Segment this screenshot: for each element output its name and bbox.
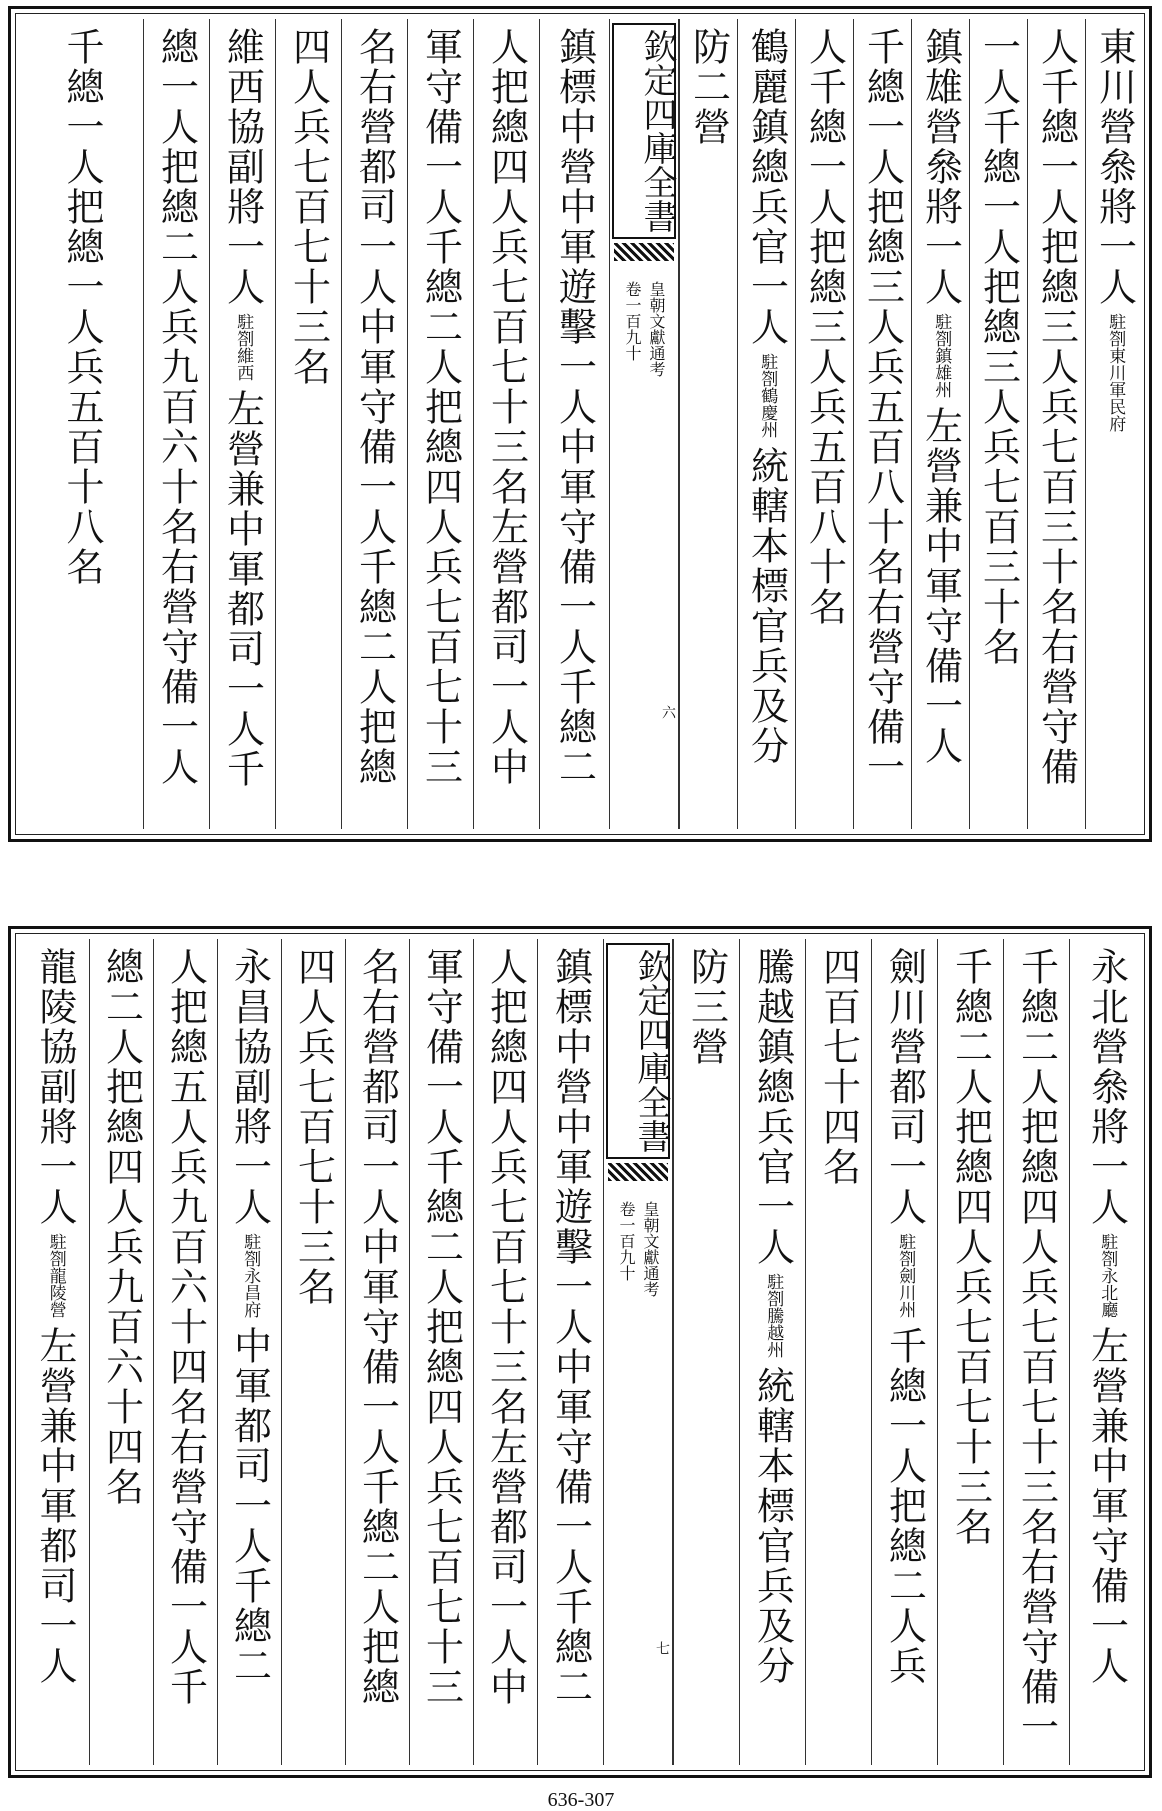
top-right-col-7 xyxy=(737,19,795,829)
top-right-col-7-text: 鶴麗鎮總兵官一人 xyxy=(744,27,789,347)
top-right-col-3 xyxy=(969,19,1027,829)
top-left-col-7 xyxy=(143,19,209,829)
top-right-col-7-text2: 統轄本標官兵及分 xyxy=(744,446,789,766)
bottom-right-col-2-text: 千總二人把總四人兵七百七十三名右營守備一 xyxy=(1014,947,1059,1747)
top-right-col-6-text: 人千總一人把總三人兵五百八十名 xyxy=(802,27,847,627)
bottom-right-col-1-text2: 左營兼中軍守備一人 xyxy=(1084,1326,1129,1686)
top-leaf-number: 六 xyxy=(660,705,676,719)
top-page xyxy=(8,6,1152,842)
top-book-title: 欽定四庫全書 xyxy=(612,23,676,239)
top-left-col-6-note: 駐劄維西 xyxy=(233,313,254,381)
top-left-col-1 xyxy=(539,19,609,829)
bottom-left-col-7 xyxy=(153,939,217,1765)
top-right-col-8 xyxy=(679,19,737,829)
bottom-right-col-6-text: 騰越鎮總兵官一人 xyxy=(750,947,795,1267)
top-left-col-5 xyxy=(275,19,341,829)
bottom-right-col-6 xyxy=(739,939,805,1765)
bottom-left-col-8-text: 總二人把總四人兵九百六十四名 xyxy=(99,947,144,1507)
bottom-right-col-6-note: 駐劄騰越州 xyxy=(763,1273,784,1358)
bottom-right-col-4-text: 劍川營都司一人 xyxy=(882,947,927,1227)
bottom-left-col-6-text2: 中軍都司一人千總二 xyxy=(227,1326,272,1686)
bottom-left-col-2 xyxy=(473,939,537,1765)
bottom-left-col-3 xyxy=(409,939,473,1765)
top-left-col-5-text: 四人兵七百七十三名 xyxy=(286,27,331,387)
bottom-left-col-9-text2: 左營兼中軍都司一人 xyxy=(33,1326,77,1686)
bottom-left-col-9 xyxy=(21,939,89,1765)
bottom-sub-title: 皇朝文獻通考 xyxy=(641,1201,660,1297)
top-left-col-1-text: 鎮標中營中軍遊擊一人中軍守備一人千總二 xyxy=(552,27,597,787)
bottom-left-col-1 xyxy=(537,939,603,1765)
top-right-col-1-text: 東川營叅將一人 xyxy=(1092,27,1137,307)
top-right-col-6 xyxy=(795,19,853,829)
bottom-left-col-8 xyxy=(89,939,153,1765)
bottom-right-col-3-text: 千總二人把總四人兵七百七十三名 xyxy=(948,947,993,1547)
bottom-left-col-4-text: 名右營都司一人中軍守備一人千總二人把總 xyxy=(355,947,400,1707)
bottom-left-col-6 xyxy=(217,939,281,1765)
page-number-footer: 636-307 xyxy=(547,1789,615,1811)
top-right-col-7-note: 駐劄鶴慶州 xyxy=(757,353,778,438)
top-ornament-icon xyxy=(614,243,674,261)
bottom-juan-number: 卷一百九十 xyxy=(617,1201,636,1281)
bottom-right-col-3 xyxy=(937,939,1003,1765)
top-left-col-6-text: 維西協副將一人 xyxy=(220,27,265,307)
bottom-left-col-7-text: 人把總五人兵九百六十四名右營守備一人千 xyxy=(163,947,208,1707)
bottom-right-col-5-text: 四百七十四名 xyxy=(816,947,861,1187)
top-left-col-4-text: 名右營都司一人中軍守備一人千總二人把總 xyxy=(352,27,397,787)
top-sub-title: 皇朝文獻通考 xyxy=(647,281,666,377)
top-left-col-6-text2: 左營兼中軍都司一人千 xyxy=(220,389,265,789)
top-right-col-4-text2: 左營兼中軍守備一人 xyxy=(918,406,963,766)
bottom-left-col-6-note: 駐劄永昌府 xyxy=(240,1233,261,1318)
bottom-right-col-2 xyxy=(1003,939,1069,1765)
bottom-right-col-1 xyxy=(1069,939,1143,1765)
bottom-right-col-1-note: 駐劄永北廳 xyxy=(1097,1233,1118,1318)
top-right-col-4 xyxy=(911,19,969,829)
bottom-left-col-5 xyxy=(281,939,345,1765)
top-right-col-8-text: 防二營 xyxy=(686,27,731,147)
top-right-col-3-text: 一人千總一人把總三人兵七百三十名 xyxy=(976,27,1021,667)
bottom-right-col-7-text: 防三營 xyxy=(684,947,729,1067)
top-left-col-2 xyxy=(473,19,539,829)
top-right-col-1-note: 駐劄東川軍民府 xyxy=(1105,313,1126,432)
bottom-book-title: 欽定四庫全書 xyxy=(606,943,670,1159)
top-juan-number: 卷一百九十 xyxy=(623,281,642,361)
top-left-col-4 xyxy=(341,19,407,829)
top-right-col-5 xyxy=(853,19,911,829)
bottom-leaf-number: 七 xyxy=(654,1641,670,1655)
bottom-left-col-9-note: 駐劄龍陵營 xyxy=(45,1233,66,1318)
bottom-left-col-3-text: 軍守備一人千總二人把總四人兵七百七十三 xyxy=(419,947,464,1707)
bottom-center-spine xyxy=(603,939,673,1765)
bottom-page xyxy=(8,926,1152,1778)
bottom-left-col-2-text: 人把總四人兵七百七十三名左營都司一人中 xyxy=(483,947,528,1707)
top-left-col-6 xyxy=(209,19,275,829)
top-left-col-8-text: 千總一人把總一人兵五百十八名 xyxy=(60,27,104,587)
bottom-right-col-6-text2: 統轄本標官兵及分 xyxy=(750,1366,795,1686)
top-right-col-5-text: 千總一人把總三人兵五百八十名右營守備一 xyxy=(860,27,905,787)
bottom-left-col-1-text: 鎮標中營中軍遊擊一人中軍守備一人千總二 xyxy=(548,947,593,1707)
top-left-col-2-text: 人把總四人兵七百七十三名左營都司一人中 xyxy=(484,27,529,787)
bottom-right-col-5 xyxy=(805,939,871,1765)
bottom-right-col-4-note: 駐劄劍川州 xyxy=(895,1233,916,1318)
top-right-col-4-note: 駐劄鎮雄州 xyxy=(931,313,952,398)
bottom-right-col-4-text2: 千總一人把總二人兵 xyxy=(882,1326,927,1686)
top-right-col-2-text: 人千總一人把總三人兵七百三十名右營守備 xyxy=(1034,27,1079,787)
bottom-right-col-4 xyxy=(871,939,937,1765)
bottom-left-col-9-text: 龍陵協副將一人 xyxy=(33,947,77,1227)
bottom-right-col-1-text: 永北營叅將一人 xyxy=(1084,947,1129,1227)
top-right-col-1 xyxy=(1085,19,1143,829)
top-left-col-3 xyxy=(407,19,473,829)
top-right-col-4-text: 鎮雄營叅將一人 xyxy=(918,27,963,307)
bottom-left-col-5-text: 四人兵七百七十三名 xyxy=(291,947,336,1307)
bottom-right-col-7 xyxy=(673,939,739,1765)
bottom-ornament-icon xyxy=(608,1163,668,1181)
top-left-col-8 xyxy=(21,19,143,829)
bottom-left-col-4 xyxy=(345,939,409,1765)
bottom-left-col-6-text: 永昌協副將一人 xyxy=(227,947,272,1227)
top-center-spine xyxy=(609,19,679,829)
top-left-col-3-text: 軍守備一人千總二人把總四人兵七百七十三 xyxy=(418,27,463,787)
top-left-col-7-text: 總一人把總二人兵九百六十名右營守備一人 xyxy=(154,27,199,787)
top-right-col-2 xyxy=(1027,19,1085,829)
